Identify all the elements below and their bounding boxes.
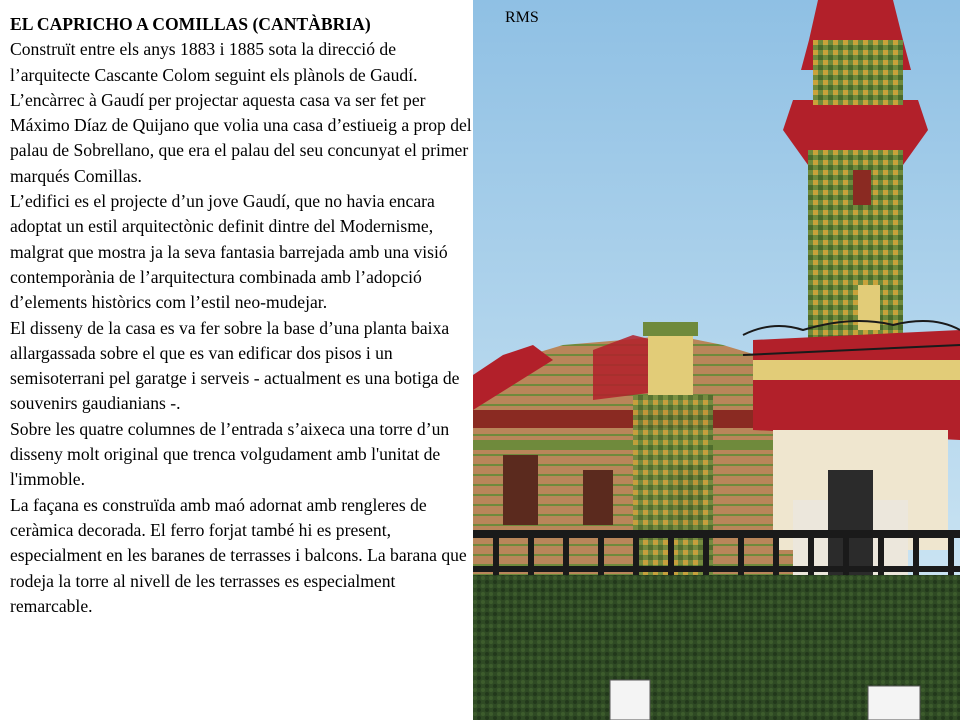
paragraph-6: La façana es construïda amb maó adornat amb rengleres de ceràmica decorada. El ferro forjat també hi es present, especialment en les baranes de terrasses i balcons. La barana que rodeja la torre al nivell de les terrasses es especialment remarcable. (10, 494, 467, 616)
paragraph-5: Sobre les quatre columnes de l’entrada s’aixeca una torre d’un disseny molt original que trenca volgudament amb l'unitat de l'immoble. (10, 418, 450, 490)
text-column (10, 12, 472, 619)
paragraph-3: L’edifici es el projecte d’un jove Gaudí, que no havia encara adoptat un estil arquitectònic definit dintre del Modernisme, malgrat que mostra ja la seva fantasia barrejada amb una visió contemporània de l’arquitectura combinada amb l’adopció d’elements històrics com l’estil neo-mudejar. (10, 191, 448, 313)
photo-credit: RMS (505, 9, 539, 26)
photo-illustration (473, 0, 960, 720)
paragraph-2: L’encàrrec à Gaudí per projectar aquesta casa va ser fet per Máximo Díaz de Quijano que volia una casa d’estiueig a prop del palau de Sobrellano, que era el palau del seu concunyat el primer marqués Comillas. (10, 89, 472, 186)
document-title: EL CAPRICHO A COMILLAS (CANTÀBRIA) (10, 14, 371, 34)
paragraph-1: Construït entre els anys 1883 i 1885 sota la direcció de l’arquitecte Cascante Colom seguint els plànols de Gaudí. (10, 39, 418, 85)
building-photo (473, 0, 960, 720)
paragraph-4: El disseny de la casa es va fer sobre la base d’una planta baixa allargassada sobre el que es van edificar dos pisos i un semisoterrani pel garatge i serveis - actualment es una botiga de souvenirs gaudianians -. (10, 317, 460, 414)
